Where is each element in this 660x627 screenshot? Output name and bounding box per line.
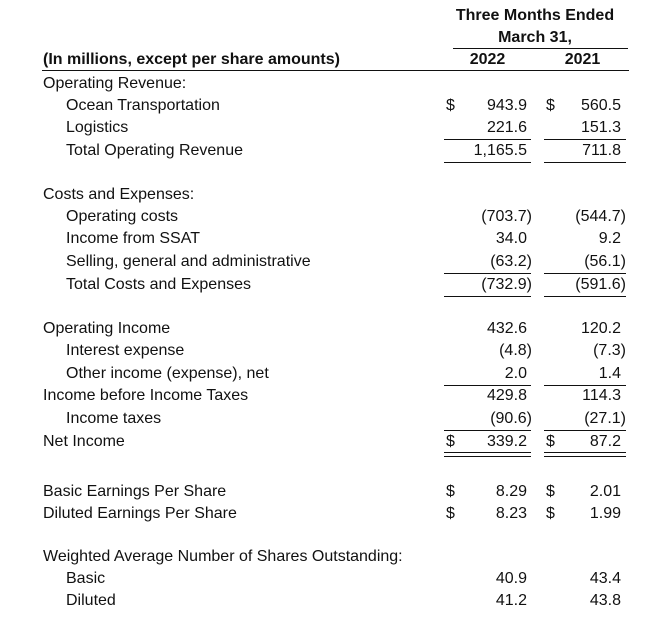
value-operating-income-2021: 120.2 [580, 320, 621, 337]
units-note: (In millions, except per share amounts) [43, 51, 340, 68]
row-label-other-income: Other income (expense), net [66, 365, 269, 382]
dollar-sign: $ [546, 483, 555, 500]
section-heading-operating-revenue: Operating Revenue: [43, 75, 187, 92]
value-interest-2021: (7.3) [593, 342, 626, 359]
row-label-basic-eps: Basic Earnings Per Share [43, 483, 227, 500]
value-logistics-2022: 221.6 [486, 119, 527, 136]
value-ssat-2022: 34.0 [495, 230, 527, 247]
section-heading-costs: Costs and Expenses: [43, 186, 195, 203]
value-other-income-2021: 1.4 [598, 365, 621, 382]
value-income-taxes-2022: (90.6) [490, 410, 532, 427]
value-income-taxes-2021: (27.1) [584, 410, 626, 427]
value-basic-shares-2022: 40.9 [495, 570, 527, 587]
value-diluted-shares-2021: 43.8 [589, 592, 621, 609]
row-label-net-income: Net Income [43, 433, 125, 450]
row-label-ocean-transportation: Ocean Transportation [66, 97, 220, 114]
row-label-income-taxes: Income taxes [66, 410, 162, 427]
period-underline [453, 48, 628, 49]
row-label-logistics: Logistics [66, 119, 129, 136]
value-net-income-2022: 339.2 [486, 433, 527, 450]
value-basic-eps-2022: 8.29 [495, 483, 527, 500]
value-basic-shares-2021: 43.4 [589, 570, 621, 587]
subtotal-rule [444, 139, 531, 140]
subtotal-rule [444, 273, 531, 274]
value-ocean-2021: 560.5 [580, 97, 621, 114]
value-total-revenue-2022: 1,165.5 [473, 142, 527, 159]
net-income-double-rule [544, 452, 626, 457]
value-sga-2022: (63.2) [490, 253, 532, 270]
value-basic-eps-2021: 2.01 [589, 483, 621, 500]
subtotal-rule [444, 430, 531, 431]
value-interest-2022: (4.8) [499, 342, 532, 359]
subtotal-rule [544, 430, 626, 431]
net-income-double-rule [444, 452, 531, 457]
total-rule [444, 162, 531, 163]
value-income-before-taxes-2022: 429.8 [486, 387, 527, 404]
dollar-sign: $ [446, 483, 455, 500]
value-diluted-shares-2022: 41.2 [495, 592, 527, 609]
row-label-diluted-eps: Diluted Earnings Per Share [43, 505, 237, 522]
row-label-operating-income: Operating Income [43, 320, 171, 337]
dollar-sign: $ [546, 433, 555, 450]
total-rule [444, 296, 531, 297]
subtotal-rule [544, 139, 626, 140]
total-rule [544, 296, 626, 297]
row-label-total-costs: Total Costs and Expenses [66, 276, 251, 293]
value-logistics-2021: 151.3 [580, 119, 621, 136]
row-label-total-operating-revenue: Total Operating Revenue [66, 142, 243, 159]
value-ssat-2021: 9.2 [598, 230, 621, 247]
value-total-costs-2022: (732.9) [481, 276, 532, 293]
row-label-operating-costs: Operating costs [66, 208, 179, 225]
value-operating-costs-2021: (544.7) [575, 208, 626, 225]
value-diluted-eps-2021: 1.99 [589, 505, 621, 522]
row-label-sga: Selling, general and administrative [66, 253, 311, 270]
total-rule [544, 162, 626, 163]
column-header-2021: 2021 [564, 51, 601, 68]
value-income-before-taxes-2021: 114.3 [582, 387, 621, 404]
value-ocean-2022: 943.9 [486, 97, 527, 114]
value-other-income-2022: 2.0 [504, 365, 527, 382]
value-total-costs-2021: (591.6) [575, 276, 626, 293]
dollar-sign: $ [546, 505, 555, 522]
row-label-income-from-ssat: Income from SSAT [66, 230, 200, 247]
section-heading-shares: Weighted Average Number of Shares Outstanding: [43, 548, 403, 565]
value-sga-2021: (56.1) [584, 253, 626, 270]
header-rule [42, 70, 629, 71]
period-header-line1: Three Months Ended [455, 7, 615, 24]
value-operating-costs-2022: (703.7) [481, 208, 532, 225]
period-header-line2: March 31, [498, 29, 572, 46]
row-label-basic-shares: Basic [66, 570, 106, 587]
dollar-sign: $ [446, 97, 455, 114]
value-operating-income-2022: 432.6 [486, 320, 527, 337]
row-label-interest-expense: Interest expense [66, 342, 185, 359]
dollar-sign: $ [546, 97, 555, 114]
subtotal-rule [544, 273, 626, 274]
value-total-revenue-2021: 711.8 [582, 142, 621, 159]
dollar-sign: $ [446, 433, 455, 450]
row-label-diluted-shares: Diluted [66, 592, 116, 609]
value-net-income-2021: 87.2 [589, 433, 621, 450]
dollar-sign: $ [446, 505, 455, 522]
value-diluted-eps-2022: 8.23 [495, 505, 527, 522]
column-header-2022: 2022 [469, 51, 506, 68]
row-label-income-before-taxes: Income before Income Taxes [43, 387, 249, 404]
